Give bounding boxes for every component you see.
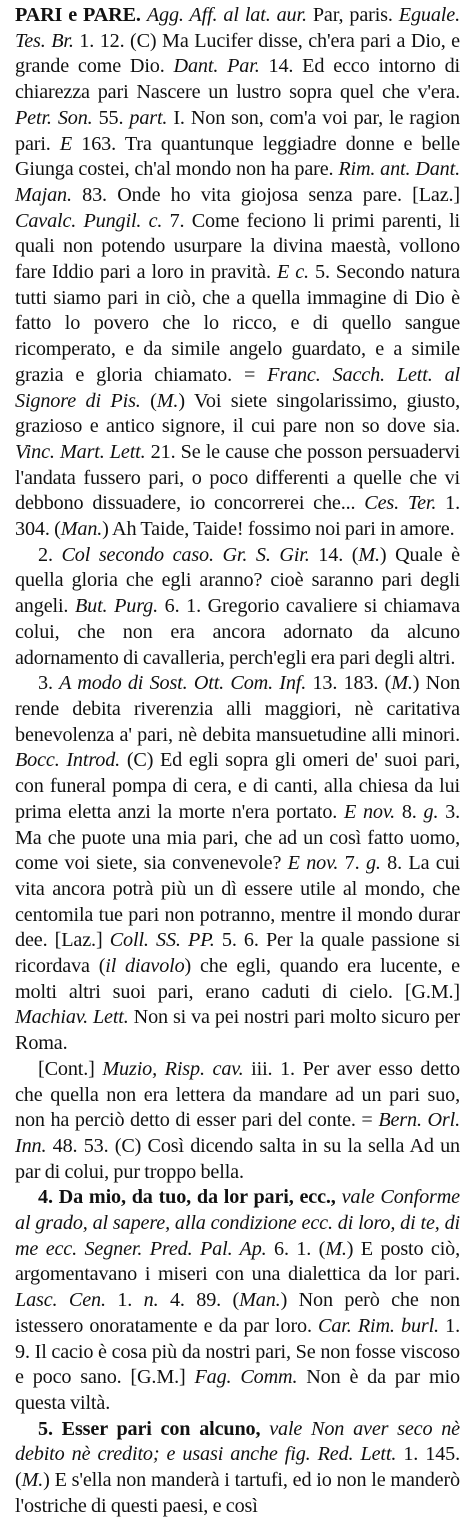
citation-text: g. bbox=[423, 800, 439, 823]
citation-text: M. bbox=[156, 389, 179, 412]
citation-text: But. Purg. bbox=[74, 595, 159, 618]
entry-text: ) E s'ella non manderà i tartufi, ed io non le manderò l'ostriche di questi paesi, e così bbox=[15, 1469, 460, 1517]
entry-text: 3. Ma che puote una mia pari, che ad un così fatto uomo, come voi siete, sia convenevole? bbox=[15, 800, 460, 875]
entry-text: Non è da par mio questa viltà. bbox=[15, 1366, 460, 1414]
citation-text: M. bbox=[358, 543, 380, 566]
citation-text: Col secondo caso. Gr. S. Gir. bbox=[61, 543, 310, 566]
citation-text: E nov. bbox=[287, 852, 339, 875]
entry-text: ) che egli, quando era lucente, e molti altri suoi pari, erano caduti di cielo. [G.M.] bbox=[15, 955, 460, 1003]
citation-text: Ces. Ter. bbox=[364, 492, 437, 515]
citation-text: Machiav. Lett. bbox=[15, 1006, 129, 1029]
citation-text: E c. bbox=[276, 261, 309, 284]
entry-text bbox=[260, 1418, 269, 1440]
citation-text: Rim. ant. Dant. Majan. bbox=[15, 158, 460, 206]
citation-text: il diavolo bbox=[105, 955, 185, 978]
citation-text: Franc. Sacch. Lett. al Signore di Pis. bbox=[15, 363, 460, 412]
citation-text: E bbox=[59, 132, 73, 155]
citation-text: vale Non aver seco nè debito nè credito; e usasi anche fig. Red. Lett. bbox=[15, 1417, 460, 1466]
entry-text: 6. 1. ( bbox=[266, 1237, 326, 1260]
citation-text: M. bbox=[325, 1237, 347, 1260]
entry-text: 163. Tra quantunque leggiadre donne e belle Giunga costei, ch'al mondo non ha pare. bbox=[15, 132, 460, 181]
entry-text: 2. bbox=[38, 543, 62, 566]
entry-text: 7. Come feciono li primi parenti, li quali non potendo usurpare la divina maestà, vollono fare Iddio pari a loro in pravità. bbox=[15, 209, 460, 284]
citation-text: Dant. Par. bbox=[173, 55, 260, 78]
entry-text: 5. 6. Per la quale passione si ricordava ( bbox=[15, 929, 460, 978]
entry-paragraph bbox=[15, 671, 460, 1057]
entry-text: 13. 183. ( bbox=[306, 672, 392, 695]
entry-text: 48. 53. (C) Così dicendo salta in su la sella Ad un par di colui, pur troppo bella. bbox=[15, 1134, 460, 1183]
headword-text: 5. Esser pari con alcuno, bbox=[38, 1417, 261, 1440]
entry-text: 14. ( bbox=[309, 543, 359, 566]
entry-text: 5. Secondo natura tutti siamo pari in ciò, che a quella immagine di Dio è fatto lo povero che lo ricco, e di quello sangue ricomperato, e da simile angelo guardato, e a simile grazia e gloria chiamato. = bbox=[15, 261, 460, 386]
citation-text: M. bbox=[391, 672, 413, 695]
entry-text: 4. 89. ( bbox=[158, 1289, 240, 1312]
entry-text: iii. 1. Per aver esso detto che quella non era lettera da mandare ad un pari suo, non ha perciò detto di esser pari del conte. = bbox=[15, 1057, 460, 1132]
entry-text: 1. 9. Il cacio è cosa più da nostri pari, Se non fosse viscoso e poco sano. [G.M.] bbox=[15, 1314, 460, 1389]
citation-text: part. bbox=[129, 106, 168, 129]
entry-text: Non si va pei nostri pari molto sicuro per Roma. bbox=[15, 1006, 460, 1055]
entry-text: 6. 1. Gregorio cavaliere si chiamava colui, che non era ancora adornato da alcuno adornamento di cavalleria, perch'egli era pari degli altri. bbox=[15, 595, 460, 669]
citation-text: g. bbox=[365, 852, 381, 875]
entry-text: 21. Se le cause che posson persuadervi l'andata fussero pari, o poco differenti a quelle che vi debbono dissuadere, io concorrerei che... bbox=[15, 440, 460, 515]
entry-text: ) Non però che non istessero onoratamente e da par loro. bbox=[15, 1289, 460, 1337]
citation-text: Agg. Aff. al lat. aur. bbox=[146, 4, 307, 26]
citation-text: Petr. Son. bbox=[15, 106, 93, 129]
citation-text: Fag. Comm. bbox=[194, 1366, 298, 1389]
headword-text: 4. Da mio, da tuo, da lor pari, ecc., bbox=[38, 1186, 336, 1209]
entry-text: Par, paris. bbox=[306, 4, 399, 26]
citation-text: Lasc. Cen. bbox=[15, 1289, 106, 1312]
entry-text: 1. 145. ( bbox=[15, 1443, 460, 1492]
entry-text: [Cont.] bbox=[38, 1057, 103, 1080]
entry-paragraph bbox=[15, 543, 460, 672]
entry-text: ) Non rende debita riverenzia alli maggiori, nè caritativa benevolenza a' pari, nè debita mansuetudine alli minori. bbox=[15, 672, 460, 746]
citation-text: Cavalc. Pungil. c. bbox=[15, 209, 163, 232]
entry-text: 14. Ed ecco intorno di chiarezza pari Nascere un lustro sopra quel che v'era. bbox=[15, 55, 461, 104]
entry-text: 8. bbox=[395, 800, 424, 823]
entry-text: ) Quale è quella gloria che egli aranno? cioè saranno pari degli angeli. bbox=[15, 543, 460, 618]
citation-text: Car. Rim. burl. bbox=[318, 1314, 439, 1337]
entry-text: 1. bbox=[105, 1289, 144, 1312]
entry-text: ) Ah Taide, Taide! fossimo noi pari in amore. bbox=[102, 518, 455, 541]
citation-text: A modo di Sost. Ott. Com. Inf. bbox=[59, 672, 307, 695]
entry-text: 7. bbox=[338, 852, 366, 875]
entry-text: 3. bbox=[38, 672, 60, 695]
citation-text: Bocc. Introd. bbox=[15, 749, 121, 772]
entry-text: 55. bbox=[92, 106, 130, 129]
entry-paragraph bbox=[15, 3, 460, 543]
entry-paragraph bbox=[15, 1417, 460, 1519]
citation-text: Vinc. Mart. Lett. bbox=[15, 440, 146, 463]
entry-text: I. Non son, com'a voi par, le ragion pari. bbox=[15, 106, 460, 155]
citation-text: vale Conforme al grado, al sapere, alla condizione ecc. di loro, di te, di me ecc. Segner. Pred. Pal. Ap. bbox=[15, 1186, 460, 1260]
citation-text: Man. bbox=[60, 518, 103, 541]
entry-text: ( bbox=[140, 389, 157, 412]
citation-text: Man. bbox=[239, 1289, 281, 1312]
citation-text: M. bbox=[21, 1469, 44, 1492]
entry-text: 8. La cui vita ancora potrà più un dì essere utile al mondo, che centomila tue pari non potranno, mentre il mondo durar dee. [Laz.] bbox=[15, 852, 460, 952]
citation-text: E nov. bbox=[343, 800, 396, 823]
citation-text: Coll. SS. PP. bbox=[109, 929, 215, 952]
headword-text: PARI e PARE. bbox=[15, 4, 141, 26]
entry-text: 1. 12. (C) Ma Lucifer disse, ch'era pari a Dio, e grande come Dio. bbox=[15, 29, 460, 78]
entry-text: 1. 304. ( bbox=[15, 492, 460, 541]
entry-paragraph bbox=[15, 1185, 460, 1416]
entry-text: (C) Ed egli sopra gli omeri de' suoi pari, con funeral pompa di cera, e di canti, alla chiesa da lui prima eletta anzi la morte n'era portato. bbox=[15, 749, 460, 823]
entry-paragraph bbox=[15, 1057, 460, 1186]
entry-text: ) Voi siete singolarissimo, giusto, grazioso e antico signore, il cui pare non so dove sia. bbox=[15, 389, 460, 438]
citation-text: Bern. Orl. Inn. bbox=[15, 1109, 460, 1157]
citation-text: Muzio, Risp. cav. bbox=[102, 1057, 244, 1080]
citation-text: Eguale. Tes. Br. bbox=[15, 4, 460, 52]
entry-text: ) E posto ciò, argomentavano i miseri con una dialettica da lor pari. bbox=[15, 1237, 460, 1286]
entry-text: 83. Onde ho vita giojosa senza pare. [Laz.] bbox=[71, 183, 460, 206]
citation-text: n. bbox=[143, 1289, 159, 1312]
dictionary-entry-pari bbox=[15, 3, 460, 1519]
